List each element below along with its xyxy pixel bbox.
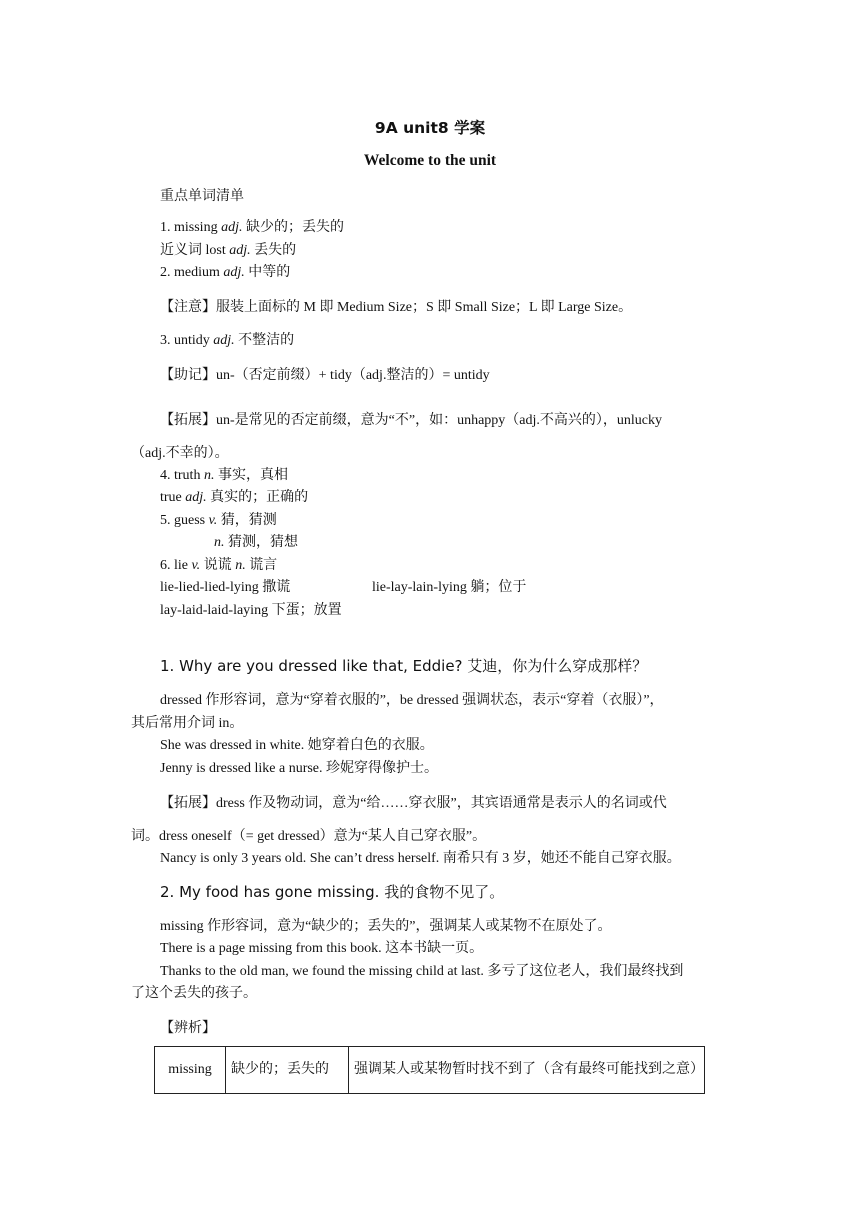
extension-continuation-2: 词。dress oneself（= get dressed）意为“某人自己穿衣服”。 (131, 829, 487, 844)
vocab-heading: 重点单词清单 (160, 188, 244, 204)
extension-text: un-是常见的否定前缀，意为“不”，如：unhappy（adj.不高兴的），unlucky (216, 413, 663, 428)
verb-forms-lay: lay-laid-laid-laying 下蛋；放置 (160, 603, 342, 618)
vocab-pos: adj. (223, 265, 245, 280)
vocab-num: true (160, 490, 186, 505)
note-paragraph (160, 298, 632, 317)
q1-paragraph-line-1: dressed 作形容词，意为“穿着衣服的”，be dressed 强调状态，表示“穿着（衣服）”， (160, 693, 664, 708)
comparison-table (154, 1046, 705, 1094)
vocab-item-lie (160, 557, 277, 575)
table-cell-meaning: 缺少的；丢失的 (226, 1047, 349, 1094)
vocab-num: 5. guess (160, 513, 209, 528)
verb-forms-lie-lay: lie-lay-lain-lying 躺；位于 (372, 580, 527, 595)
vocab-pos: adj. (221, 220, 243, 235)
vocab-num: 2. medium (160, 265, 224, 280)
table-row (155, 1047, 705, 1094)
question-heading-1: 1. Why are you dressed like that, Eddie? 艾迪，你为什么穿成那样？ (160, 657, 648, 675)
verb-forms-lie-lied: lie-lied-lied-lying 撒谎 (160, 580, 291, 595)
vocab-meaning: 猜，猜测 (217, 513, 277, 528)
vocab-meaning: 缺少的；丢失的 (242, 220, 344, 235)
q2-example-2-line-1: Thanks to the old man, we found the missing child at last. 多亏了这位老人，我们最终找到 (160, 964, 684, 979)
vocab-num: 6. lie (160, 558, 192, 573)
doc-subtitle: Welcome to the unit (363, 152, 497, 169)
table-cell-note: 强调某人或某物暂时找不到了（含有最终可能找到之意） (349, 1047, 705, 1094)
extension-label: 【拓展】 (160, 412, 216, 428)
vocab-item-medium (160, 264, 290, 282)
vocab-pos: v. (208, 513, 218, 528)
vocab-pos: n. (235, 558, 246, 573)
vocab-meaning: 丢失的 (250, 243, 297, 258)
vocab-meaning: 说谎 (200, 558, 236, 573)
vocab-meaning: 事实，真相 (214, 468, 288, 483)
vocab-item-missing (160, 219, 344, 237)
vocab-pos: adj. (213, 333, 235, 348)
vocab-pos: v. (191, 558, 201, 573)
note-label: 【注意】 (160, 299, 216, 315)
q1-example-3: Nancy is only 3 years old. She can’t dress herself. 南希只有 3 岁，她还不能自己穿衣服。 (160, 851, 681, 866)
q1-paragraph-line-2: 其后常用介词 in。 (131, 716, 244, 731)
vocab-meaning: 真实的；正确的 (206, 490, 309, 505)
note-text: 服装上面标的 M 即 Medium Size；S 即 Small Size；L 即 Large Size。 (216, 300, 633, 315)
memo-paragraph (160, 366, 490, 385)
vocab-pos: n. (214, 535, 225, 550)
synonym-label: 近义词 lost (160, 243, 230, 258)
vocab-synonym (160, 242, 296, 260)
vocab-pos: n. (203, 468, 215, 483)
q2-example-2-line-2: 了这个丢失的孩子。 (131, 986, 257, 1001)
vocab-meaning: 中等的 (244, 265, 291, 280)
extension-label: 【拓展】 (160, 795, 216, 811)
extension-paragraph-1 (160, 411, 662, 430)
question-heading-2: 2. My food has gone missing. 我的食物不见了。 (160, 883, 505, 901)
q2-example-1: There is a page missing from this book. 这本书缺一页。 (160, 941, 484, 956)
vocab-item-guess (160, 512, 277, 530)
memo-text: un-（否定前缀）+ tidy（adj.整洁的）= untidy (216, 368, 490, 383)
vocab-item-untidy (160, 332, 294, 350)
vocab-num: 1. missing (160, 220, 222, 235)
q2-paragraph: missing 作形容词，意为“缺少的；丢失的”，强调某人或某物不在原处了。 (160, 919, 612, 934)
vocab-meaning: 谎言 (245, 558, 278, 573)
vocab-num: 3. untidy (160, 333, 214, 348)
extension-continuation-1: （adj.不幸的）。 (131, 446, 229, 461)
doc-title: 9A unit8 学案 (374, 119, 486, 137)
table-cell-word: missing (155, 1047, 226, 1094)
vocab-pos: adj. (185, 490, 207, 505)
vocab-meaning: 猜测，猜想 (224, 535, 298, 550)
q1-example-1: She was dressed in white. 她穿着白色的衣服。 (160, 738, 434, 753)
extension-text: dress 作及物动词，意为“给……穿衣服”，其宾语通常是表示人的名词或代 (216, 796, 667, 811)
vocab-num: 4. truth (160, 468, 204, 483)
q1-example-2: Jenny is dressed like a nurse. 珍妮穿得像护士。 (160, 761, 439, 776)
extension-paragraph-2 (160, 794, 667, 813)
vocab-pos: adj. (229, 243, 251, 258)
vocab-item-true (160, 489, 308, 507)
vocab-item-truth (160, 467, 288, 485)
memo-label: 【助记】 (160, 367, 216, 383)
vocab-item-guess-noun (214, 534, 298, 552)
vocab-meaning: 不整洁的 (234, 333, 295, 348)
analysis-heading: 【辨析】 (160, 1020, 216, 1036)
